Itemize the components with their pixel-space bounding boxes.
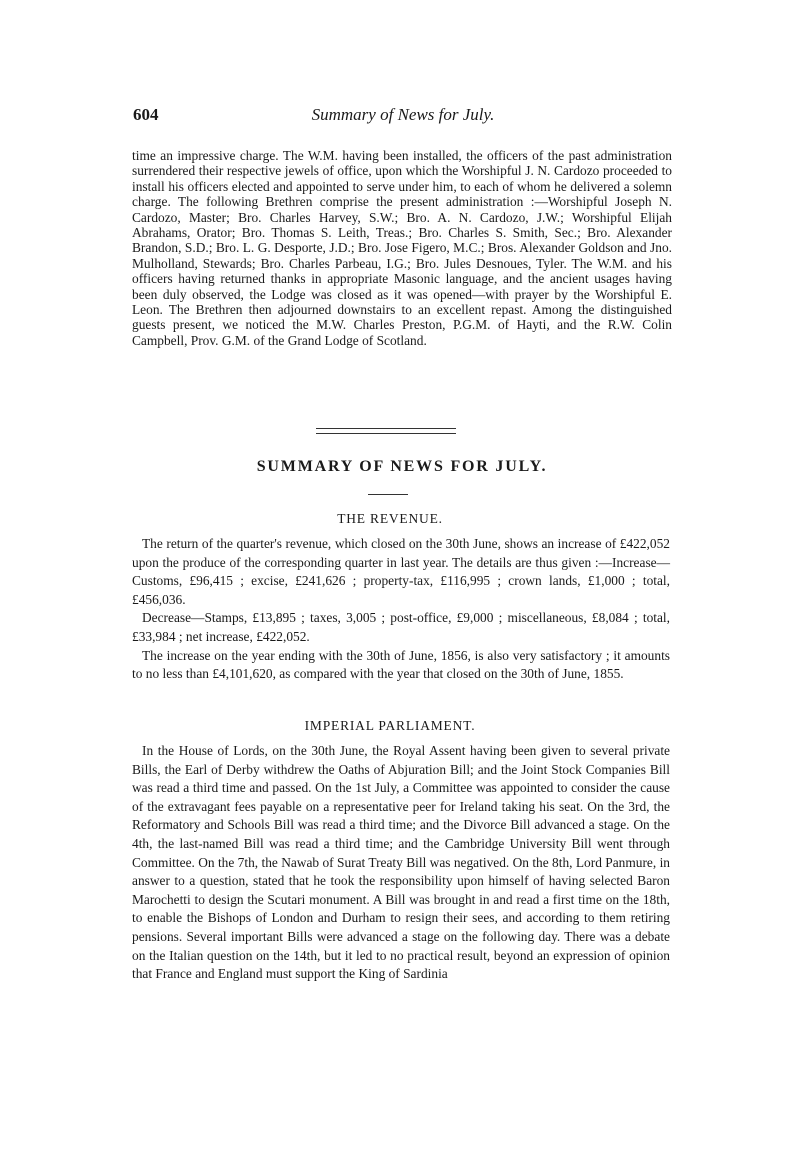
running-head — [133, 105, 673, 127]
paragraph: The increase on the year ending with the 30th of June, 1856, is also very satisfactory ; it amounts to no less than £4,101,620, as compared with the year that closed on the 30th of June, 1855. — [132, 647, 670, 682]
section-body-revenue — [132, 535, 670, 684]
paragraph: Decrease—Stamps, £13,895 ; taxes, 3,005 ; post-office, £9,000 ; miscellaneous, £8,084 ; total, £33,984 ; net increase, £422,052. — [132, 610, 670, 644]
paragraph: The return of the quarter's revenue, which closed on the 30th June, shows an increase of £422,052 upon the produce of the corresponding quarter in last year. The details are thus given :—Increase—Customs, £96,415 ; excise, £241,626 ; property-tax, £116,995 ; crown lands, £1,000 ; total, £456,036. — [132, 536, 670, 607]
section-heading-revenue: THE REVENUE. — [337, 511, 443, 526]
section-body-parliament — [132, 742, 670, 984]
article-title: SUMMARY OF NEWS FOR JULY. — [256, 458, 548, 475]
title-rule — [368, 494, 408, 495]
section-divider — [316, 428, 456, 434]
running-title: Summary of News for July. — [311, 105, 495, 124]
paragraph: In the House of Lords, on the 30th June, the Royal Assent having been given to several private Bills, the Earl of Derby withdrew the Oaths of Abjuration Bill; and the Joint Stock Companies Bill was read a third time and passed. On the 1st July, a Committee was appointed to consider the cause of the extravagant fees payable on a representative peer for Ireland taking his seat. On the 3rd, the Reformatory and Schools Bill was read a third time; and the Divorce Bill advanced a stage. On the 4th, the last-named Bill was read a third time; and the Cambridge University Bill went through Committee. On the 7th, the Nawab of Surat Treaty Bill was negatived. On the 8th, Lord Panmure, in answer to a question, stated that he took the responsibility upon himself of having selected Baron Marochetti to design the Scutari monument. A Bill was brought in and read a first time on the 18th, to enable the Bishops of London and Durham to resign their sees, and according to them retiring pensions. Several important Bills were advanced a stage on the following day. There was a debate on the Italian question on the 14th, but it led to no practical result, beyond an expression of opinion that France and England must support the King of Sardinia — [132, 743, 670, 982]
page-number: 604 — [133, 105, 159, 124]
continued-paragraph — [132, 148, 672, 348]
section-heading-parliament: IMPERIAL PARLIAMENT. — [304, 718, 476, 733]
paragraph: time an impressive charge. The W.M. having been installed, the officers of the past administration surrendered their respective jewels of office, upon which the Worshipful J. N. Cardozo proceeded to install his officers elected and appointed to serve under him, to each of whom he delivered a solemn charge. The following Brethren comprise the present administration :—Worshipful Joseph N. Cardozo, Master; Bro. Charles Harvey, S.W.; Bro. A. N. Cardozo, J.W.; Worshipful Elijah Abrahams, Orator; Bro. Thomas S. Leith, Treas.; Bro. Charles S. Smith, Sec.; Bro. Alexander Brandon, S.D.; Bro. L. G. Desporte, J.D.; Bro. Jose Figero, M.C.; Bros. Alexander Goldson and Jno. Mulholland, Stewards; Bro. Charles Parbeau, I.G.; Bro. Jules Desnoues, Tyler. The W.M. and his officers having returned thanks in appropriate Masonic language, and the ancient usages having been duly observed, the Lodge was closed as it was opened—with prayer by the Worshipful E. Leon. The Brethren then adjourned downstairs to an excellent repast. Among the distinguished guests present, we noticed the M.W. Charles Preston, P.G.M. of Hayti, and the R.W. Colin Campbell, Prov. G.M. of the Grand Lodge of Scotland. — [132, 148, 672, 348]
